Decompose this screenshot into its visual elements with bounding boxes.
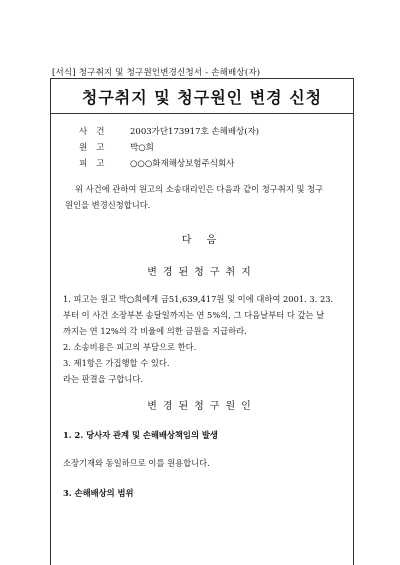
info-label-defendant: 피고 — [79, 159, 114, 169]
claim-heading: 변경된청구취지 — [147, 267, 257, 278]
claim-line: 3. 제1항은 가집행할 수 있다. — [63, 358, 170, 368]
document-title: 청구취지 및 청구원인 변경 신청 — [81, 88, 323, 107]
cause-heading: 변경된청구원인 — [147, 401, 257, 412]
document-frame — [50, 78, 354, 565]
claim-line: 부터 이 사건 소장부본 송달일까지는 연 5%의, 그 다음날부터 다 갚는 날 — [63, 310, 325, 320]
cause-text-1: 소장기재와 동일하므로 이를 원용합니다. — [63, 458, 210, 468]
info-label-plaintiff: 원고 — [79, 143, 114, 153]
info-value-case: 2003가단173917호 손해배상(자) — [130, 127, 260, 137]
claim-line: 까지는 연 12%의 각 비율에 의한 금원을 지급하라. — [63, 326, 247, 336]
claim-line: 라는 판결을 구합니다. — [63, 374, 144, 384]
claim-line: 2. 소송비용은 피고의 부담으로 한다. — [63, 342, 197, 352]
intro-line-1: 위 사건에 관하여 원고의 소송대리인은 다음과 같이 청구취지 및 청구 — [75, 184, 324, 194]
info-label-case: 사건 — [79, 127, 114, 137]
info-value-defendant: ○○○화재해상보험주식회사 — [130, 159, 235, 169]
claim-line: 1. 피고는 원고 박○희에게 금51,639,417원 및 이에 대하여 2001. 3. 23. — [63, 294, 334, 304]
cause-section-1: 1. 2. 당사자 관계 및 손해배상책임의 발생 — [63, 430, 218, 440]
cause-section-2: 3. 손해배상의 범위 — [63, 488, 134, 498]
info-value-plaintiff: 박○희 — [130, 143, 154, 153]
title-box — [51, 79, 353, 114]
document-header: [서식] 청구취지 및 청구원인변경신청서 - 손해배상(자) — [52, 68, 261, 78]
intro-line-2: 원인을 변경신청합니다. — [65, 200, 151, 210]
daum-heading: 다 음 — [181, 235, 223, 246]
